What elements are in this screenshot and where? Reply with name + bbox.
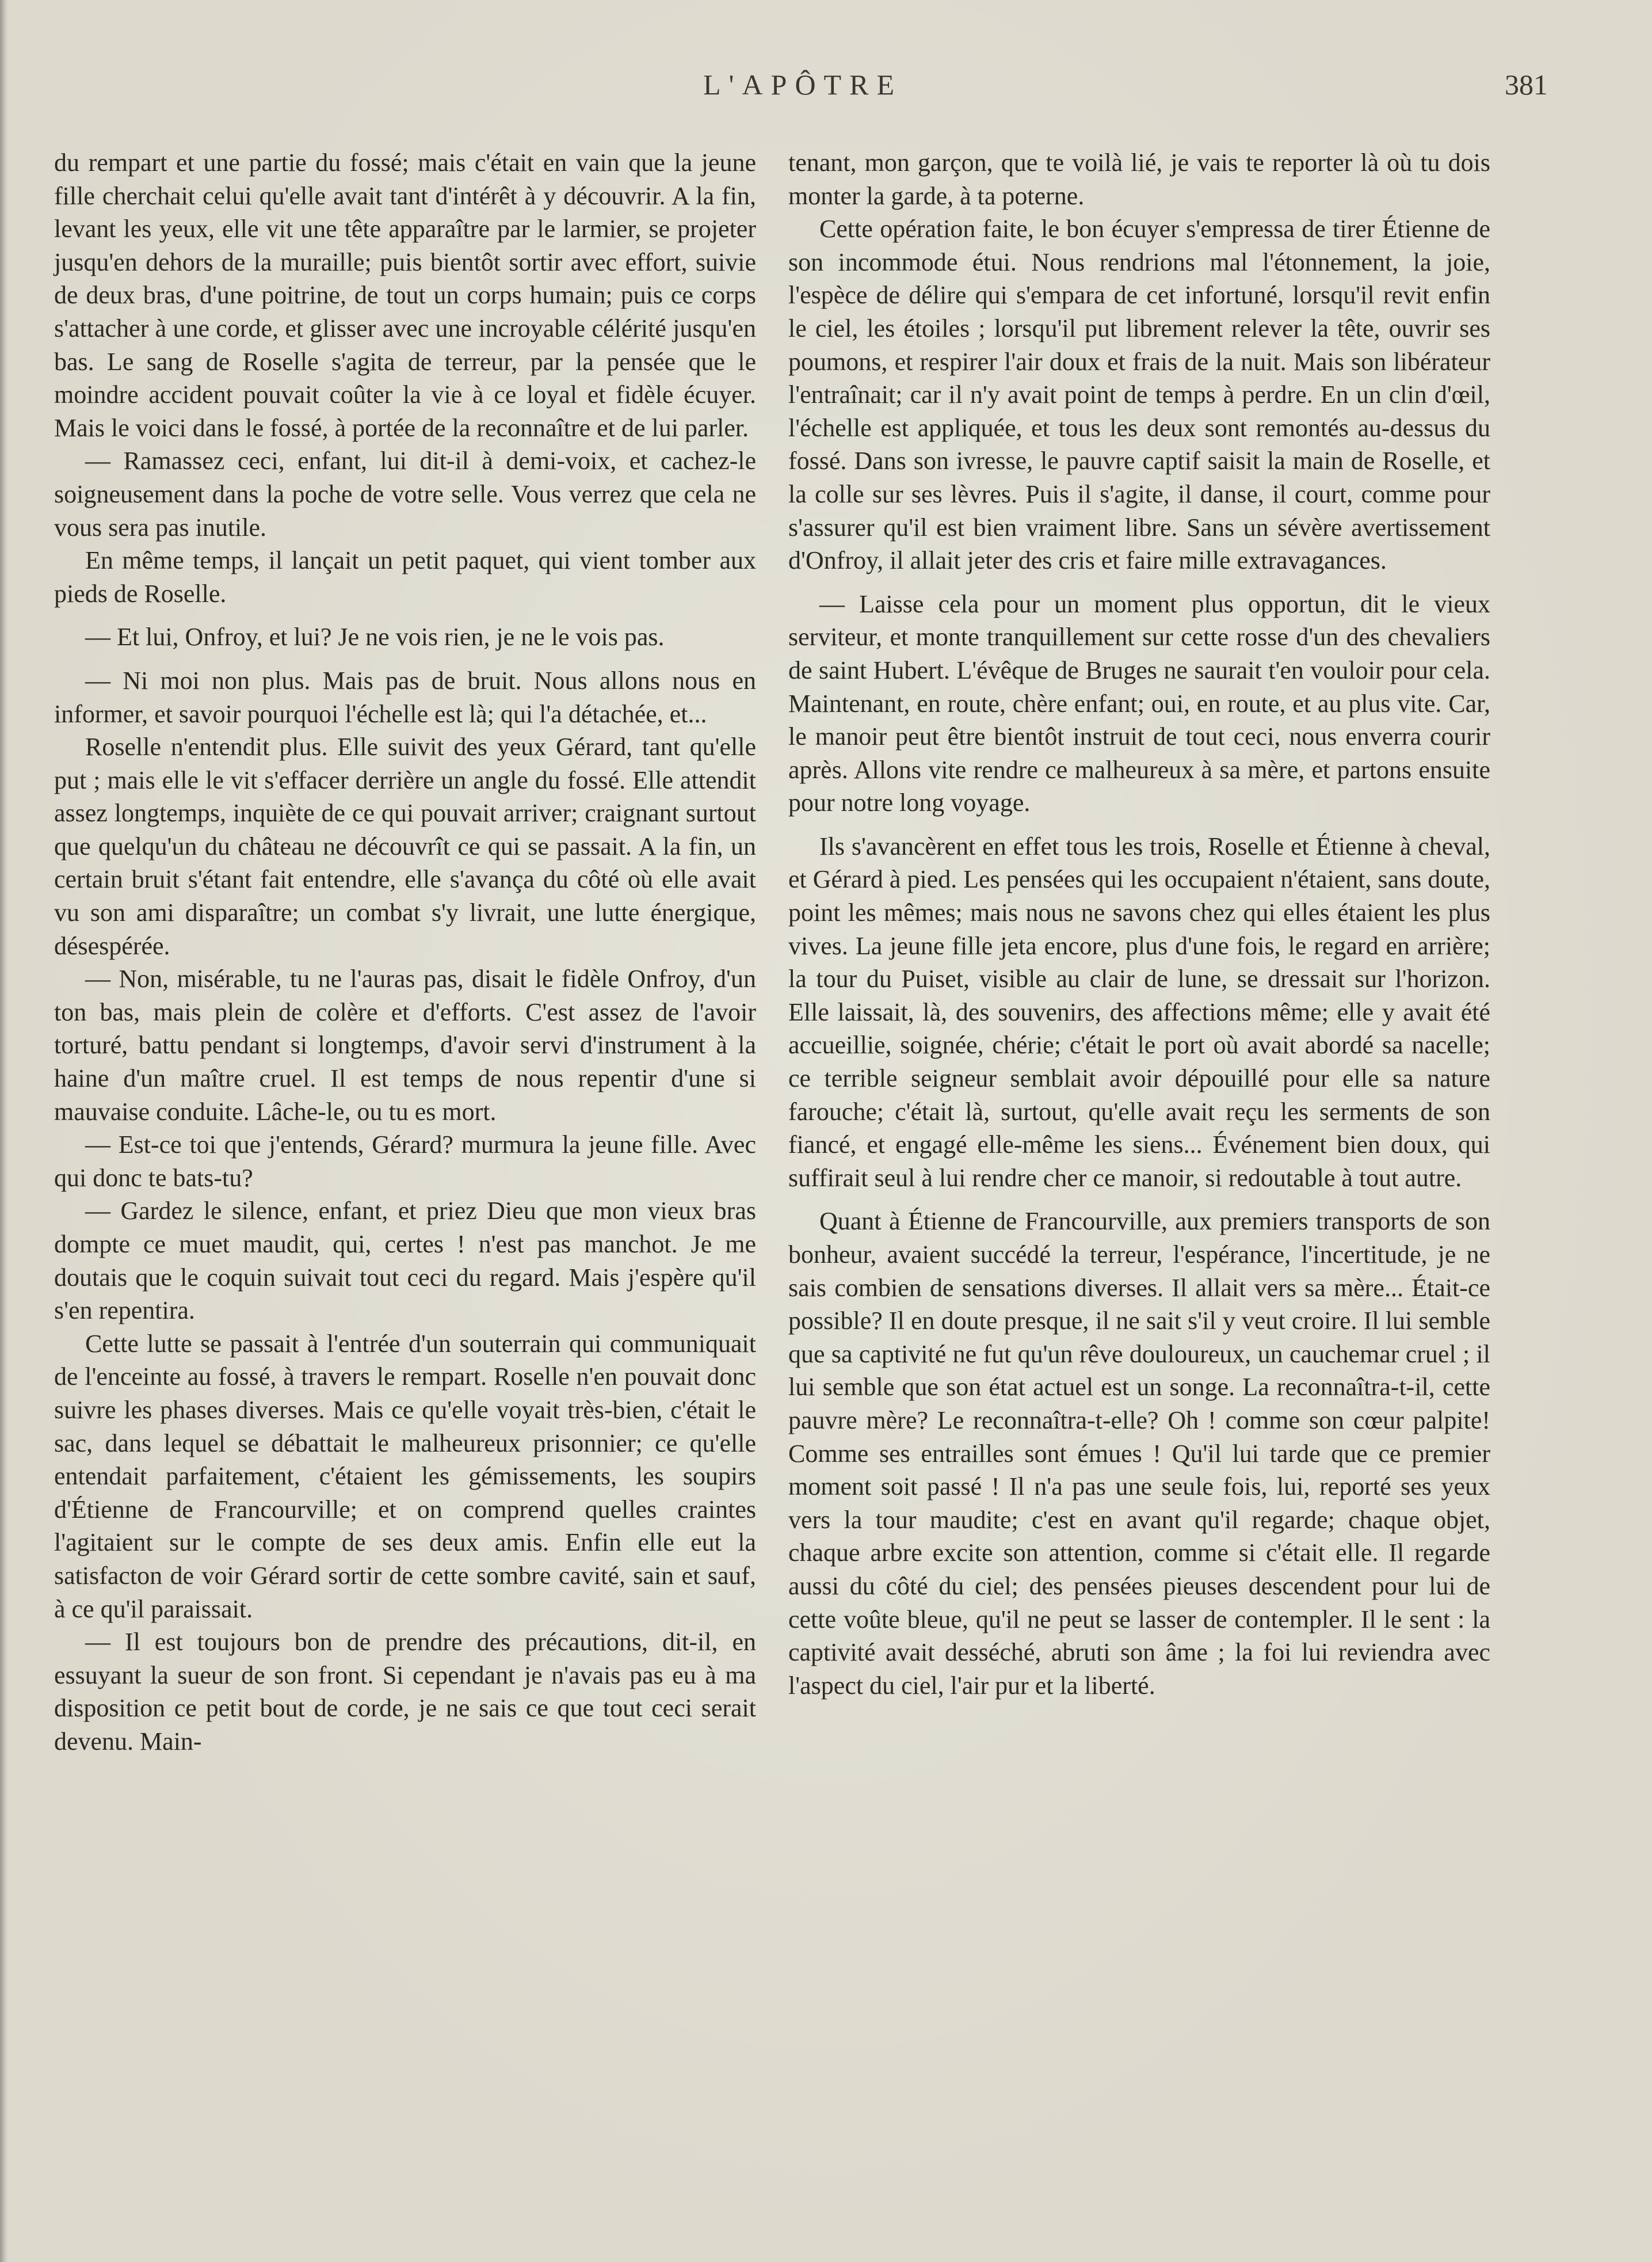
paragraph: Roselle n'entendit plus. Elle suivit des yeux Gérard, tant qu'elle put ; mais elle le vit s'effacer derrière un angle du fossé. Elle attendit assez longtemps, inquiète de ce qui pouvait arriver; craignant surtout que quelqu'un du château ne découvrît ce qui se passait. A la fin, un certain bruit s'étant fait entendre, elle s'avança du côté où elle avait vu son ami disparaître; un combat s'y livrait, une lutte énergique, désespérée. (54, 733, 756, 960)
paragraph: tenant, mon garçon, que te voilà lié, je vais te reporter là où tu dois monter la garde, à ta poterne. (788, 148, 1490, 210)
running-title: L'APÔTRE (703, 68, 902, 101)
paragraph: — Non, misérable, tu ne l'auras pas, disait le fidèle Onfroy, d'un ton bas, mais plein de colère et d'efforts. C'est assez de l'avoir torturé, battu pendant si longtemps, d'avoir servi d'instrument à la haine d'un maître cruel. Il est temps de nous repentir d'une si mauvaise conduite. Lâche-le, ou tu es mort. (54, 965, 756, 1126)
paragraph: — Ni moi non plus. Mais pas de bruit. Nous allons nous en informer, et savoir pourquoi l'échelle est là; qui l'a détachée, et... (54, 666, 756, 728)
page-binding-edge (0, 0, 8, 2262)
running-head (58, 68, 1548, 114)
paragraph: — Et lui, Onfroy, et lui? Je ne vois rien, je ne le vois pas. (85, 623, 665, 652)
paragraph: Cette opération faite, le bon écuyer s'empressa de tirer Étienne de son incommode étui. Nous rendrions mal l'étonnement, la joie, l'espèce de délire qui s'empara de cet infortuné, lorsqu'il revit enfin le ciel, les étoiles ; lorsqu'il put librement relever la tête, ouvrir ses poumons, et respirer l'air doux et frais de la nuit. Mais son libérateur l'entraînait; car il n'y avait point de temps à perdre. En un clin d'œil, l'échelle est appliquée, et tous les deux sont remontés au-dessus du fossé. Dans son ivresse, le pauvre captif saisit la main de Roselle, et la colle sur ses lèvres. Puis il s'agite, il danse, il court, comme pour s'assurer qu'il est bien vraiment libre. Sans un sévère avertissement d'Onfroy, il allait jeter des cris et faire mille extravagances. (788, 215, 1490, 575)
paragraph: En même temps, il lançait un petit paquet, qui vient tomber aux pieds de Roselle. (54, 546, 756, 608)
paragraph: — Il est toujours bon de prendre des précautions, dit-il, en essuyant la sueur de son front. Si cependant je n'avais pas eu à ma disposition ce petit bout de corde, je ne sais ce que tout ceci serait devenu. Main- (54, 1628, 756, 1755)
paragraph: Ils s'avancèrent en effet tous les trois, Roselle et Étienne à cheval, et Gérard à pied. Les pensées qui les occupaient n'étaient, sans doute, point les mêmes; mais nous ne savons chez qui elles étaient les plus vives. La jeune fille jeta encore, plus d'une fois, le regard en arrière; la tour du Puiset, visible au clair de lune, se dressait sur l'horizon. Elle laissait, là, des souvenirs, des affections même; elle y avait été accueillie, soignée, chérie; c'était le port où avait abordé sa nacelle; ce terrible seigneur semblait avoir dépouillé pour elle sa nature farouche; c'était là, surtout, qu'elle avait reçu les serments de son fiancé, et engagé elle-même les siens... Événement bien doux, qui suffirait seul à lui rendre cher ce manoir, si redoutable à tout autre. (788, 832, 1490, 1192)
paragraph: — Est-ce toi que j'entends, Gérard? murmura la jeune fille. Avec qui donc te bats-tu? (54, 1130, 756, 1192)
right-column (788, 146, 1490, 1702)
page-number: 381 (1505, 68, 1548, 101)
paragraph: — Laisse cela pour un moment plus opportun, dit le vieux serviteur, et monte tranquillement sur cette rosse d'un des chevaliers de saint Hubert. L'évêque de Bruges ne saurait t'en vouloir pour cela. Maintenant, en route, chère enfant; oui, en route, et au plus vite. Car, le manoir peut être bientôt instruit de tout ceci, nous enverra courir après. Allons vite rendre ce malheureux à sa mère, et partons ensuite pour notre long voyage. (788, 589, 1490, 817)
paragraph: — Gardez le silence, enfant, et priez Dieu que mon vieux bras dompte ce muet maudit, qui, certes ! n'est pas manchot. Je me doutais que le coquin suivait tout ceci du regard. Mais j'espère qu'il s'en repentira. (54, 1197, 756, 1325)
paragraph: Quant à Étienne de Francourville, aux premiers transports de son bonheur, avaient succédé la terreur, l'espérance, l'incertitude, je ne sais combien de sensations diverses. Il allait vers sa mère... Était-ce possible? Il en doute presque, il ne sait s'il y veut croire. Il lui semble que sa captivité ne fut qu'un rêve douloureux, un cauchemar cruel ; il lui semble que son état actuel est un songe. La reconnaîtra-t-il, cette pauvre mère? Le reconnaîtra-t-elle? Oh ! comme son cœur palpite! Comme ses entrailles sont émues ! Qu'il lui tarde que ce premier moment soit passé ! Il n'a pas une seule fois, lui, reporté ses yeux vers la tour maudite; c'est en avant qu'il regarde; chaque objet, chaque arbre excite son attention, comme si c'était elle. Il regarde aussi du côté du ciel; des pensées pieuses descendent pour lui de cette voûte bleue, qu'il ne peut se lasser de contempler. Il le sent : la captivité avait desséché, abruti son âme ; la foi lui reviendra avec l'aspect du ciel, l'air pur et la liberté. (788, 1207, 1490, 1700)
paragraph: — Ramassez ceci, enfant, lui dit-il à demi-voix, et cachez-le soigneusement dans la poche de votre selle. Vous verrez que cela ne vous sera pas inutile. (54, 447, 756, 542)
paragraph: Cette lutte se passait à l'entrée d'un souterrain qui communiquait de l'enceinte au fossé, à travers le rempart. Roselle n'en pouvait donc suivre les phases diverses. Mais ce qu'elle voyait très-bien, c'était le sac, dans lequel se débattait le malheureux prisonnier; ce qu'elle entendait parfaitement, c'étaient les gémissements, les soupirs d'Étienne de Francourville; et on comprend quelles craintes l'agitaient sur le compte de ses deux amis. Enfin elle eut la satisfacton de voir Gérard sortir de cette sombre cavité, sain et sauf, à ce qu'il paraissait. (54, 1329, 756, 1623)
left-column (54, 146, 756, 1758)
paragraph: du rempart et une partie du fossé; mais c'était en vain que la jeune fille cherchait celui qu'elle avait tant d'intérêt à y découvrir. A la fin, levant les yeux, elle vit une tête apparaître par le larmier, se projeter jusqu'en dehors de la muraille; puis bientôt sortir avec effort, suivie de deux bras, d'une poitrine, de tout un corps humain; puis ce corps s'attacher à une corde, et glisser avec une incroyable célérité jusqu'en bas. Le sang de Roselle s'agita de terreur, par la pensée que le moindre accident pouvait coûter la vie à ce loyal et fidèle écuyer. Mais le voici dans le fossé, à portée de la reconnaître et de lui parler. (54, 148, 756, 442)
